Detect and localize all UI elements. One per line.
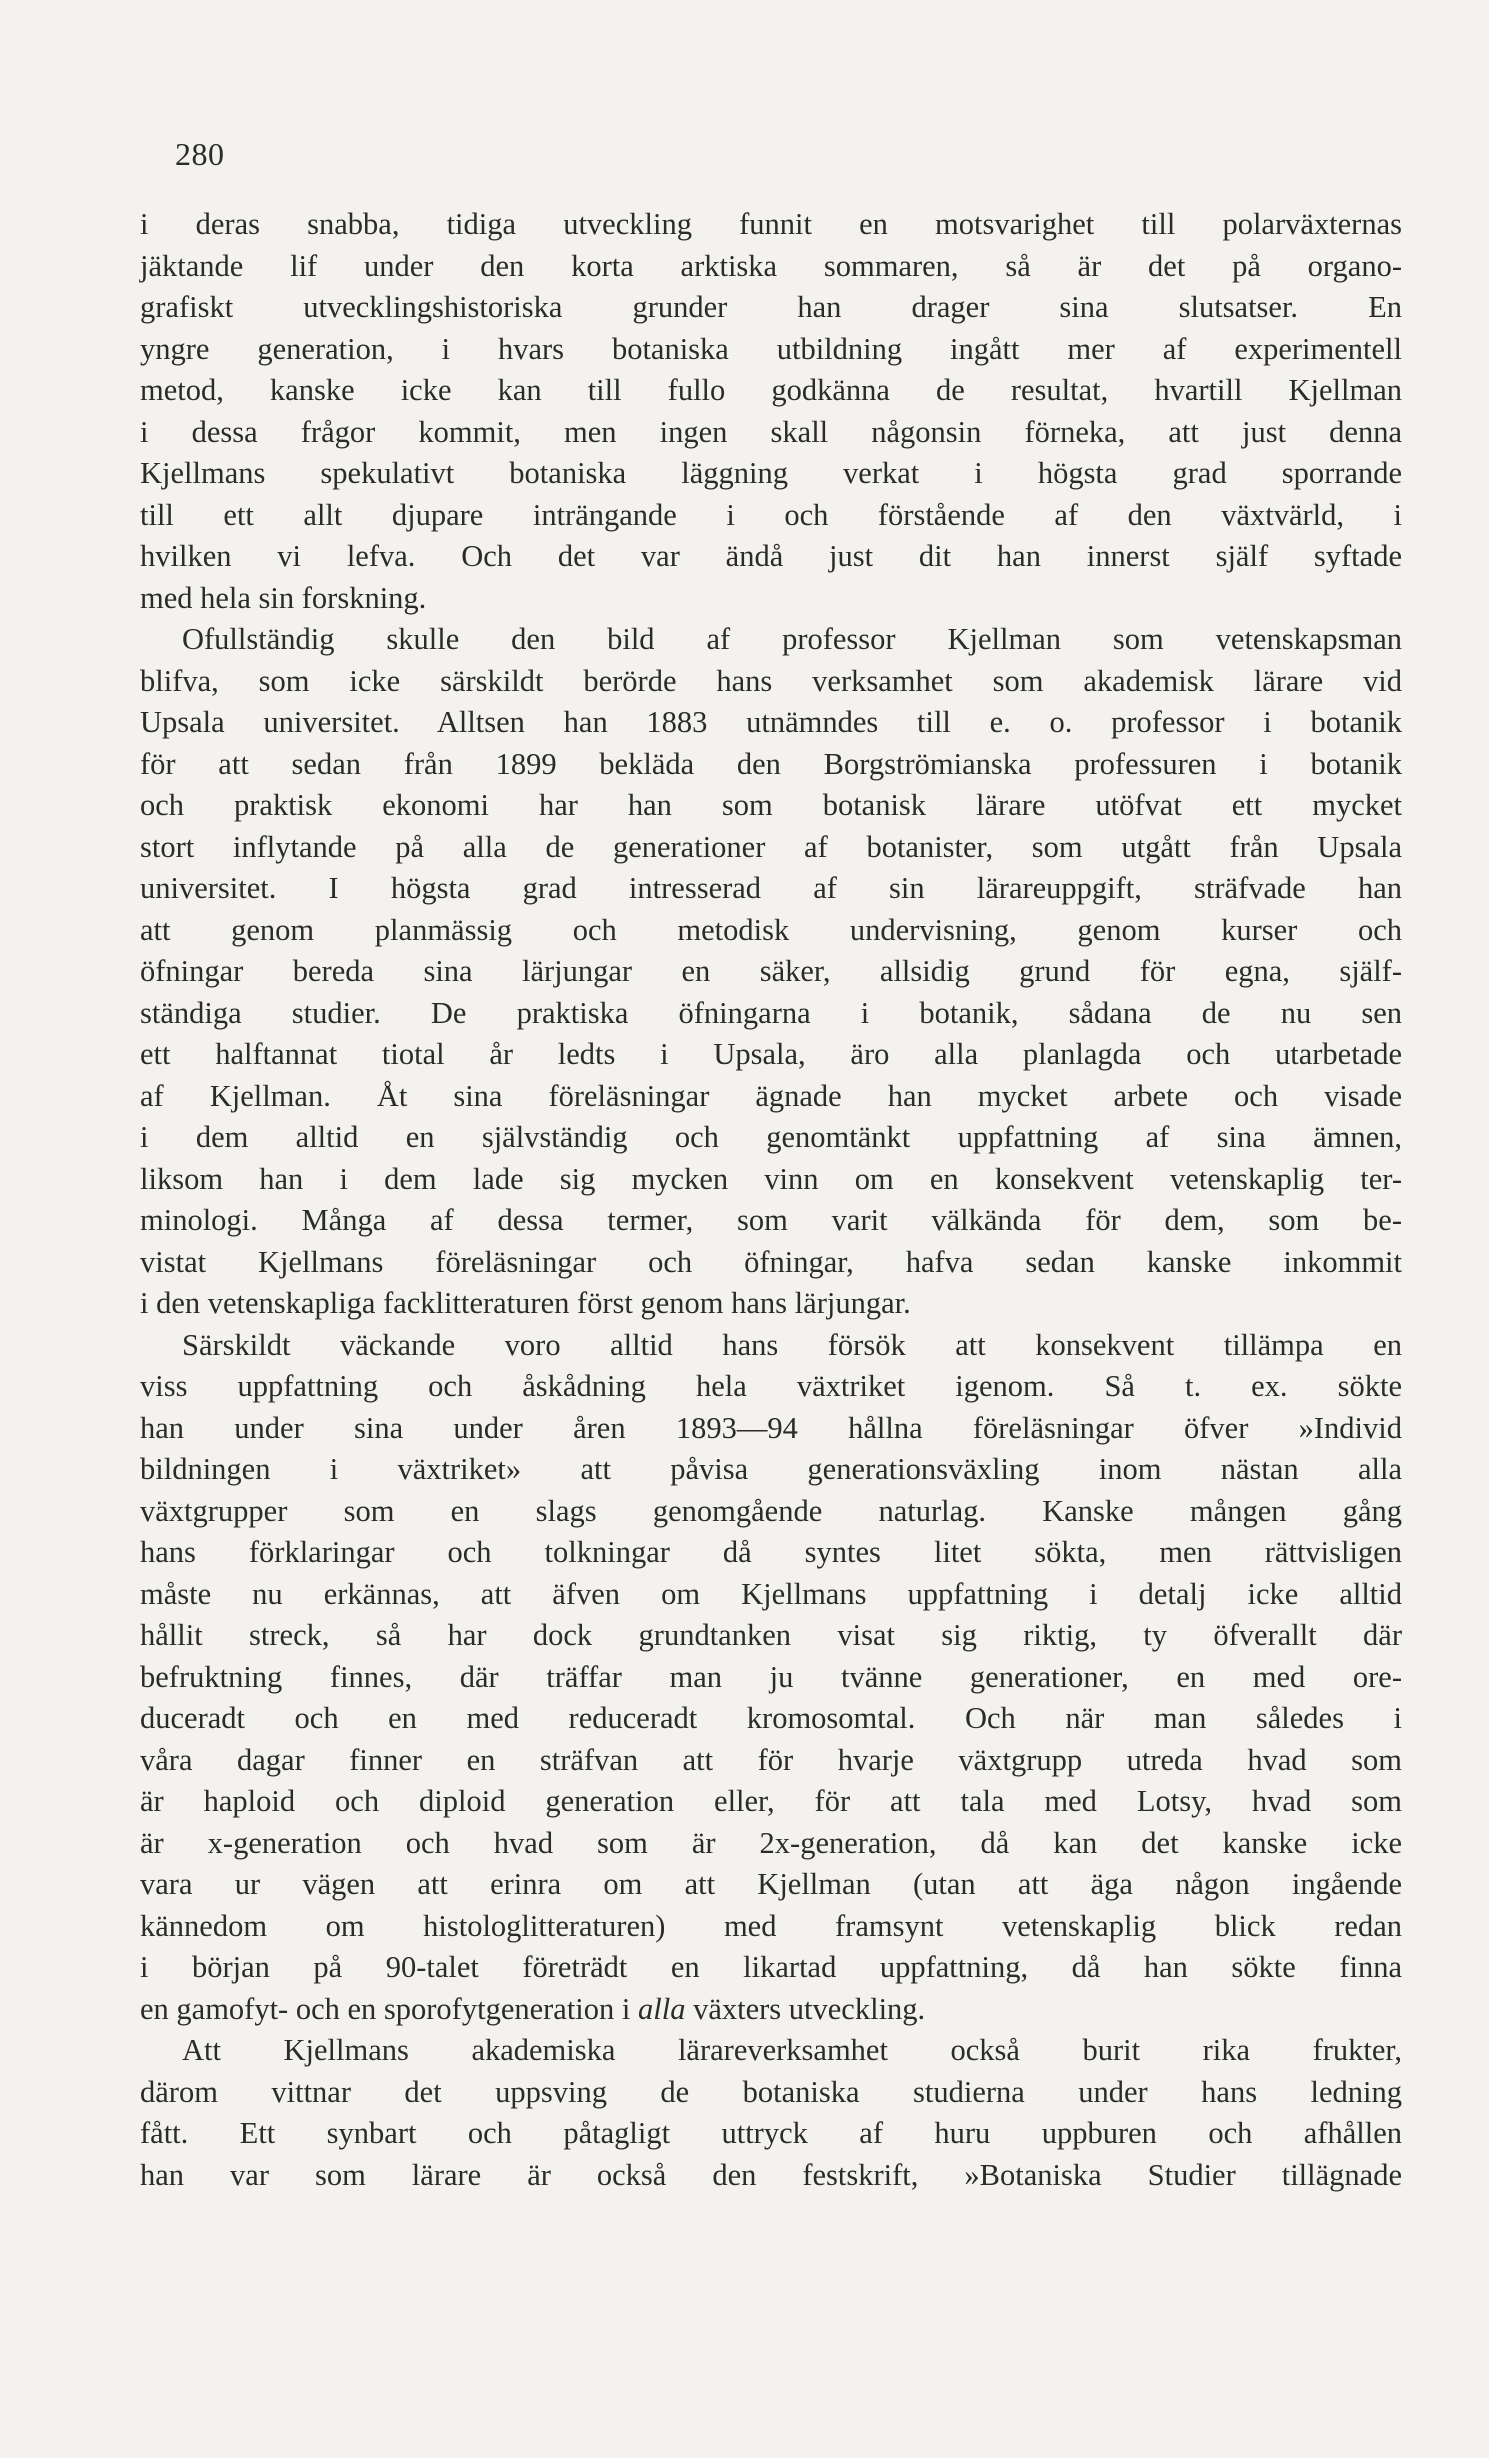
text-line: stort inflytande på alla de generationer af botanister, som utgått från Upsala (140, 829, 1402, 864)
text-line: hvilken vi lefva. Och det var ändå just dit han innerst själf syftade (140, 539, 1402, 573)
text-line: Särskildt väckande voro alltid hans försök att konsekvent tillämpa en (182, 1327, 1402, 1362)
text-line: Ofullständig skulle den bild af professor Kjellman som vetenskapsman (182, 622, 1402, 656)
page-number: 280 (175, 136, 225, 172)
text-line: hållit streck, så har dock grundtanken visat sig riktig, ty öfverallt där (140, 1618, 1402, 1652)
text-line: därom vittnar det uppsving de botaniska studierna under hans ledning (140, 2074, 1402, 2109)
text-line: Upsala universitet. Alltsen han 1883 utnämndes till e. o. professor i botanik (140, 705, 1402, 739)
text-line: befruktning finnes, där träffar man ju tvänne generationer, en med ore- (140, 1659, 1402, 1694)
text-line: minologi. Många af dessa termer, som varit välkända för dem, som be- (140, 1203, 1402, 1237)
text-line: till ett allt djupare inträngande i och förstående af den växtvärld, i (140, 497, 1402, 532)
text-line: fått. Ett synbart och påtagligt uttryck af huru uppburen och afhållen (140, 2116, 1402, 2150)
text-line: bildningen i växtriket» att påvisa generationsväxling inom nästan alla (140, 1452, 1402, 1486)
text-line: en gamofyt- och en sporofytgeneration i alla växters utveckling. (140, 1991, 926, 2026)
text-line: och praktisk ekonomi har han som botanisk lärare utöfvat ett mycket (140, 788, 1402, 822)
text-line: i dessa frågor kommit, men ingen skall någonsin förneka, att just denna (140, 414, 1402, 449)
text-line: för att sedan från 1899 bekläda den Borgströmianska professuren i botanik (140, 746, 1402, 781)
text-line: är haploid och diploid generation eller, för att tala med Lotsy, hvad som (140, 1784, 1402, 1818)
text-line: ett halftannat tiotal år ledts i Upsala, äro alla planlagda och utarbetade (140, 1037, 1402, 1071)
text-line: i den vetenskapliga facklitteraturen först genom hans lärjungar. (140, 1286, 911, 1320)
text-line: växtgrupper som en slags genomgående naturlag. Kanske mången gång (140, 1493, 1402, 1528)
text-line: att genom planmässig och metodisk undervisning, genom kurser och (140, 912, 1402, 947)
text-line: med hela sin forskning. (140, 580, 427, 615)
text-line: han under sina under åren 1893—94 hållna föreläsningar öfver »Individ (140, 1410, 1402, 1445)
text-line: öfningar bereda sina lärjungar en säker, allsidig grund för egna, själf- (140, 954, 1402, 988)
text-line: grafiskt utvecklingshistoriska grunder han drager sina slutsatser. En (140, 290, 1402, 324)
text-line: Kjellmans spekulativt botaniska läggning verkat i högsta grad sporrande (140, 456, 1402, 490)
body-text (140, 204, 1402, 2196)
text-line: yngre generation, i hvars botaniska utbildning ingått mer af experimentell (140, 331, 1402, 366)
text-line: jäktande lif under den korta arktiska sommaren, så är det på organo- (140, 248, 1402, 283)
text-line: i början på 90-talet företrädt en likartad uppfattning, då han sökte finna (140, 1950, 1402, 1984)
text-line: af Kjellman. Åt sina föreläsningar ägnade han mycket arbete och visade (140, 1078, 1402, 1113)
text-line: hans förklaringar och tolkningar då syntes litet sökta, men rättvisligen (140, 1535, 1402, 1569)
text-line: kännedom om histologlitteraturen) med framsynt vetenskaplig blick redan (140, 1908, 1402, 1943)
text-line: han var som lärare är också den festskrift, »Botaniska Studier tillägnade (140, 2157, 1402, 2192)
text-line: vara ur vägen att erinra om att Kjellman (utan att äga någon ingående (140, 1867, 1402, 1901)
text-line: universitet. I högsta grad intresserad af sin lärareuppgift, sträfvade han (140, 871, 1402, 905)
text-line: metod, kanske icke kan till fullo godkänna de resultat, hvartill Kjellman (140, 373, 1402, 407)
text-line: i deras snabba, tidiga utveckling funnit en motsvarighet till polarväxternas (140, 207, 1402, 241)
text-line: viss uppfattning och åskådning hela växtriket igenom. Så t. ex. sökte (140, 1369, 1402, 1403)
text-line: vistat Kjellmans föreläsningar och öfningar, hafva sedan kanske inkommit (140, 1244, 1402, 1279)
text-line: duceradt och en med reduceradt kromosomtal. Och när man således i (140, 1701, 1402, 1735)
text-line: måste nu erkännas, att äfven om Kjellmans uppfattning i detalj icke alltid (140, 1576, 1402, 1611)
emphasis: alla (638, 1991, 686, 2026)
text-line: Att Kjellmans akademiska lärareverksamhet också burit rika frukter, (182, 2033, 1402, 2067)
text-line: liksom han i dem lade sig mycken vinn om en konsekvent vetenskaplig ter- (140, 1161, 1402, 1196)
text-line: är x-generation och hvad som är 2x-generation, då kan det kanske icke (140, 1825, 1402, 1860)
text-line: våra dagar finner en sträfvan att för hvarje växtgrupp utreda hvad som (140, 1742, 1402, 1777)
text-line: ständiga studier. De praktiska öfningarna i botanik, sådana de nu sen (140, 995, 1402, 1030)
text-line: blifva, som icke särskildt berörde hans verksamhet som akademisk lärare vid (140, 663, 1402, 698)
text-line: i dem alltid en självständig och genomtänkt uppfattning af sina ämnen, (140, 1120, 1402, 1154)
